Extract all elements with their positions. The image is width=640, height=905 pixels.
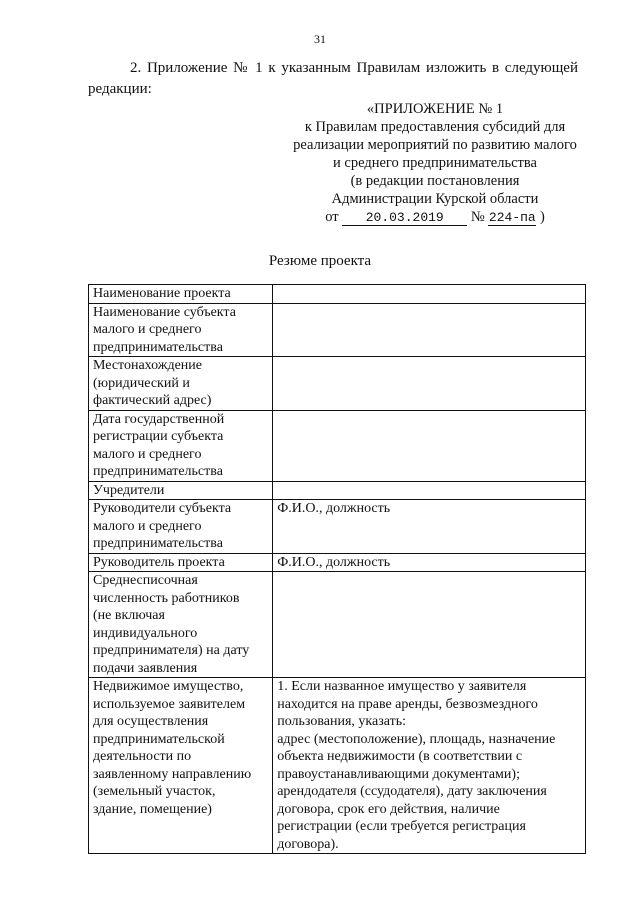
row-value-line: находится на праве аренды, безвозмездного xyxy=(277,696,538,712)
table-row xyxy=(89,410,586,481)
row-label-cell xyxy=(89,481,273,500)
row-value-line: регистрации (если требуется регистрация xyxy=(277,819,526,834)
row-label-cell xyxy=(89,285,273,304)
row-value-cell xyxy=(273,285,586,304)
table-row xyxy=(89,303,586,357)
row-label-line: Наименование субъекта xyxy=(93,304,236,320)
row-label-line: индивидуального xyxy=(93,625,198,641)
appendix-header xyxy=(250,100,620,226)
row-label-line: Дата государственной xyxy=(93,411,225,427)
row-label-cell xyxy=(89,553,273,572)
row-value-line: Ф.И.О., должность xyxy=(277,554,391,570)
row-label-line: подачи заявления xyxy=(93,660,198,676)
row-label-cell xyxy=(89,410,273,481)
row-label-line: (земельный участок, xyxy=(93,784,216,799)
row-value-line: арендодателя (ссудодателя), дату заключения xyxy=(277,784,547,799)
appendix-line: и среднего предпринимательства xyxy=(333,155,537,171)
table-row xyxy=(89,357,586,411)
row-label-line: Среднесписочная xyxy=(93,573,198,588)
row-label-line: заявленному направлению xyxy=(93,766,252,782)
closing-paren: ) xyxy=(539,209,545,225)
row-label-line: для осуществления xyxy=(93,714,209,729)
row-value-line: договора, срок его действия, наличие xyxy=(277,801,500,817)
row-label-line: Руководитель проекта xyxy=(93,554,225,570)
table-row xyxy=(89,500,586,554)
table-row xyxy=(89,481,586,500)
row-value-cell xyxy=(273,410,586,481)
date-prefix: от xyxy=(325,209,339,225)
row-label-line: Наименование проекта xyxy=(93,286,231,301)
table-row xyxy=(89,285,586,304)
row-value-line: Ф.И.О., должность xyxy=(277,501,391,516)
table-row xyxy=(89,572,586,678)
appendix-line: к Правилам предоставления субсидий для xyxy=(304,119,566,135)
row-value-line: объекта недвижимости (в соответствии с xyxy=(277,749,523,764)
row-label-line: малого и среднего xyxy=(93,446,202,462)
row-value-cell xyxy=(273,481,586,500)
row-value-cell xyxy=(273,553,586,572)
row-label-line: предпринимательской xyxy=(93,731,225,747)
row-value-line: правоустанавливающими документами); xyxy=(277,766,520,782)
row-label-line: Местонахождение xyxy=(93,358,203,373)
row-label-cell xyxy=(89,357,273,411)
appendix-line: реализации мероприятий по развитию малого xyxy=(293,137,577,153)
row-value-cell xyxy=(273,678,586,854)
decree-date-line xyxy=(250,208,620,226)
row-label-line: предпринимательства xyxy=(93,464,223,479)
row-value-line: договора). xyxy=(277,836,339,852)
row-label-line: (не включая xyxy=(93,608,165,623)
row-label-line: (юридический и xyxy=(93,375,190,391)
project-resume-table xyxy=(88,284,586,854)
row-label-cell xyxy=(89,303,273,357)
row-value-line: 1. Если названное имущество у заявителя xyxy=(277,679,527,694)
intro-paragraph-line-2: редакции: xyxy=(88,81,152,97)
row-label-line: регистрации субъекта xyxy=(93,429,224,444)
row-label-line: здание, помещение) xyxy=(93,801,212,817)
row-value-cell xyxy=(273,572,586,678)
row-label-line: деятельности по xyxy=(93,749,192,764)
row-label-line: фактический адрес) xyxy=(93,393,212,408)
row-value-line: пользования, указать: xyxy=(277,714,406,729)
row-label-line: предпринимателя) на дату xyxy=(93,643,250,658)
row-label-line: Учредители xyxy=(93,482,165,498)
appendix-line: «ПРИЛОЖЕНИЕ № 1 xyxy=(366,101,504,117)
intro-paragraph-line-1: 2. Приложение № 1 к указанным Правилам изложить в следующей xyxy=(130,60,578,76)
row-label-line: Руководители субъекта xyxy=(93,501,232,516)
appendix-line: (в редакции постановления xyxy=(350,173,520,189)
appendix-line: Администрации Курской области xyxy=(331,191,539,207)
row-label-line: предпринимательства xyxy=(93,339,223,355)
decree-date: 20.03.2019 xyxy=(342,210,467,226)
table-row xyxy=(89,678,586,854)
row-label-line: малого и среднего xyxy=(93,518,202,534)
table-row xyxy=(89,553,586,572)
document-title: Резюме проекта xyxy=(268,253,372,269)
row-value-line: адрес (местоположение), площадь, назначение xyxy=(277,731,556,747)
row-label-cell xyxy=(89,500,273,554)
page-number: 31 xyxy=(314,32,326,46)
decree-number: 224-па xyxy=(488,210,536,225)
row-label-cell xyxy=(89,678,273,854)
row-label-cell xyxy=(89,572,273,678)
row-value-cell xyxy=(273,303,586,357)
row-label-line: предпринимательства xyxy=(93,536,223,551)
row-value-cell xyxy=(273,500,586,554)
row-label-line: Недвижимое имущество, xyxy=(93,679,244,694)
number-prefix: № xyxy=(470,209,485,225)
row-value-cell xyxy=(273,357,586,411)
row-label-line: используемое заявителем xyxy=(93,696,246,712)
row-label-line: малого и среднего xyxy=(93,322,202,337)
row-label-line: численность работников xyxy=(93,590,240,606)
